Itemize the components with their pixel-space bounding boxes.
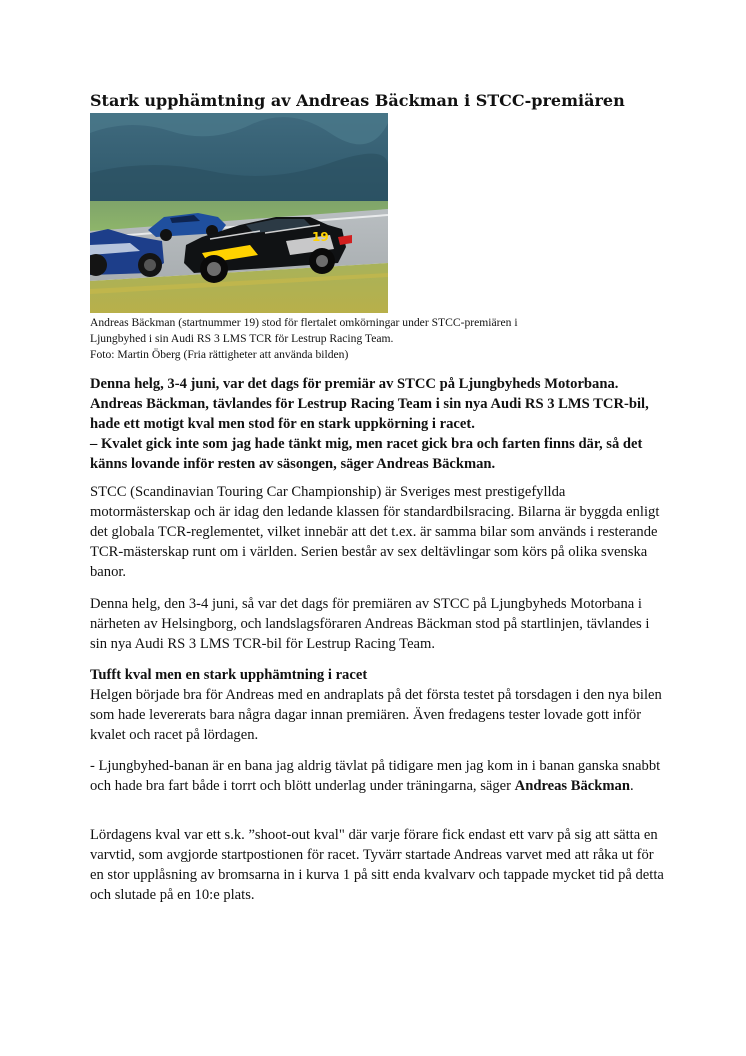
- photo-credit: Foto: Martin Öberg (Fria rättigheter att använda bilden): [90, 348, 349, 361]
- body-paragraph: Denna helg, den 3-4 juni, så var det dags för premiären av STCC på Ljungbyheds Motorbana i närheten av Helsingborg, och landslagsföraren Andreas Bäckman stod på startlinjen, tävlandes i sin nya Audi RS 3 LMS TCR-bil för Lestrup Racing Team.: [90, 596, 650, 652]
- caption-line: Andreas Bäckman (startnummer 19) stod för flertalet omkörningar under STCC-premiären i: [90, 316, 518, 329]
- car-number: 19: [312, 230, 329, 244]
- body-paragraph: Lördagens kval var ett s.k. ”shoot-out kval" där varje förare fick endast ett varv på sig att sätta en varvtid, som avgjorde startpostionen för racet. Tyvärr startade Andreas varvet med att råka ut för en stor upplåsning av bromsarna in i kurva 1 på sitt enda kvalvarv och tappade mycket tid på detta och slutade på en 10:e plats.: [90, 827, 664, 903]
- quote-text: - Ljungbyhed-banan är en bana jag aldrig tävlat på tidigare men jag kom in i banan ganska snabbt och hade bra fart både i torrt och blött underlag under träningarna, säger: [90, 758, 661, 794]
- body-paragraph: STCC (Scandinavian Touring Car Championship) är Sveriges mest prestigefyllda motormästerskap och är idag den ledande klassen för standardbilsracing. Bilarna är byggda enligt det globala TCR-reglementet, vilket innebär att det t.ex. är samma bilar som används i resterande TCR-mästerskap runt om i världen. Serien består av sex deltävlingar som körs på olika svenska banor.: [90, 484, 660, 580]
- section-heading: Tufft kval men en stark upphämtning i racet: [90, 667, 368, 683]
- article-title: Stark upphämtning av Andreas Bäckman i STCC-premiären: [90, 91, 625, 110]
- quote-paragraph: [90, 756, 665, 796]
- quote-speaker: Andreas Bäckman: [514, 778, 630, 794]
- lead-quote: – Kvalet gick inte som jag hade tänkt mig, men racet gick bra och farten finns där, så det känns lovande inför resten av säsongen, säger Andreas Bäckman.: [90, 436, 643, 472]
- lead-paragraph: [90, 374, 665, 474]
- section: [90, 665, 665, 745]
- quote-end: .: [629, 778, 634, 794]
- race-photo: [90, 113, 388, 313]
- lead-text: Denna helg, 3-4 juni, var det dags för premiär av STCC på Ljungbyheds Motorbana. Andreas Bäckman, tävlandes för Lestrup Racing Team i sin nya Audi RS 3 LMS TCR-bil, hade ett motigt kval men stod för en stark uppkörning i racet.: [90, 376, 649, 432]
- photo-caption: [90, 315, 660, 363]
- caption-line: Ljungbyhed i sin Audi RS 3 LMS TCR för Lestrup Racing Team.: [90, 332, 394, 345]
- section-text: Helgen började bra för Andreas med en andraplats på det första testet på torsdagen i den nya bilen som hade levererats bara några dagar innan premiären. Även fredagens tester lovade gott inför kvalet och racet på lördagen.: [90, 687, 662, 743]
